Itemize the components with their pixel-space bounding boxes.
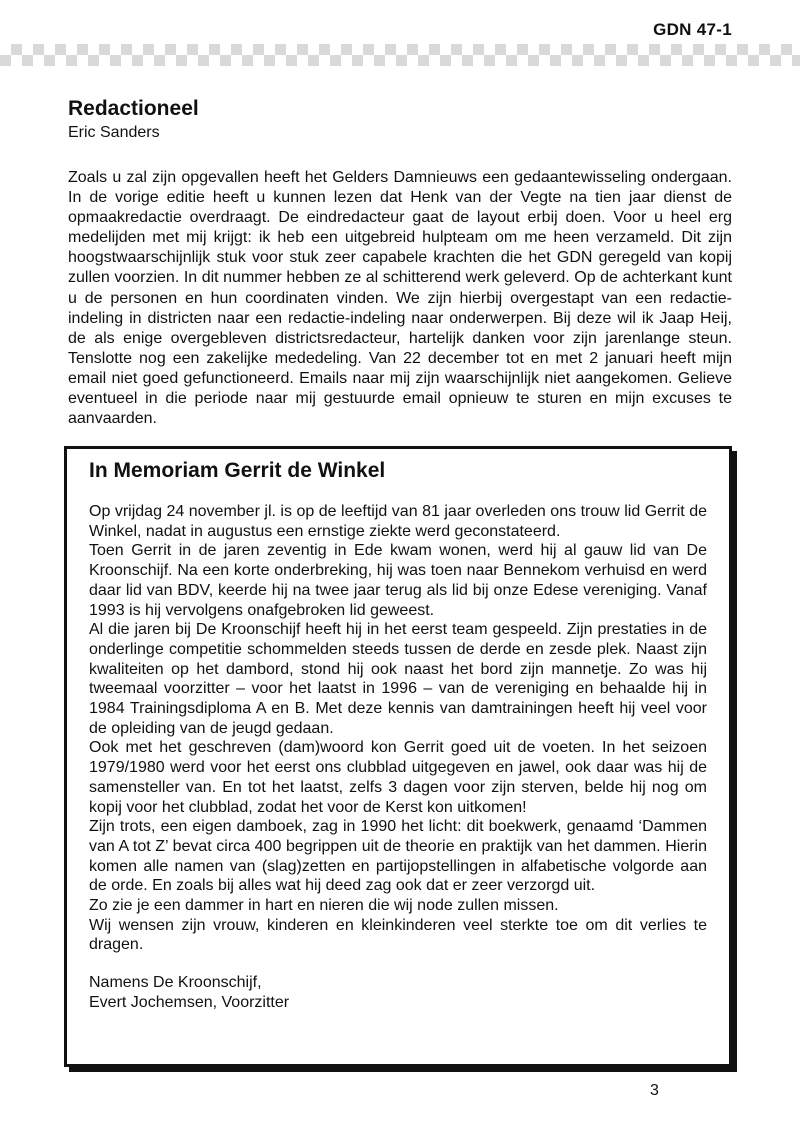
editorial-author: Eric Sanders <box>68 124 160 141</box>
memoriam-paragraph: Zo zie je een dammer in hart en nieren die wij node zullen missen. <box>89 897 559 915</box>
editorial-title: Redactioneel <box>68 97 199 120</box>
signoff-organization: Namens De Kroonschijf, <box>89 974 262 992</box>
memoriam-signoff <box>89 973 707 1013</box>
memoriam-paragraph: Ook met het geschreven (dam)woord kon Gerrit goed uit de voeten. In het seizoen 1979/1980 werd voor het eerst ons clubblad uitgegeven en jawel, ook daar was hij de samensteller van. En tot het laatst, zelfs 3 dagen voor zijn sterven, belde hij nog om kopij voor het clubblad, zodat het voor de Kerst kon uitkomen! <box>89 739 707 816</box>
memoriam-title: In Memoriam Gerrit de Winkel <box>89 459 386 482</box>
signoff-signatory: Evert Jochemsen, Voorzitter <box>89 994 290 1012</box>
editorial-body: Zoals u zal zijn opgevallen heeft het Gelders Damnieuws een gedaantewisseling ondergaan. In de vorige editie heeft u kunnen lezen dat Henk van der Vegte na tien jaar dienst de opmaakredactie overdraagt. De eindredacteur gaat de layout erbij doen. Voor u heel erg medelijden met mij krijgt: ik heb een uitgebreid hulpteam om me heen verzameld. Dit zijn hoogstwaarschijnlijk stuk voor stuk zeer capabele krachten die het GDN geregeld van kopij zullen voorzien. In dit nummer hebben ze al schitterend werk geleverd. Op de achterkant kunt u de personen en hun coordinaten vinden. We zijn hierbij overgestapt van een redactie-indeling in districten naar een redactie-indeling naar onderwerpen. Bij deze wil ik Jaap Heij, de als enige overgebleven districtsredacteur, hartelijk danken voor zijn jarenlange steun. Tenslotte nog een zakelijke mededeling. Van 22 december tot en met 2 januari heeft mijn email niet goed gefunctioneerd. Emails naar mij zijn waarschijnlijk niet aangekomen. Gelieve eventueel in die periode naar mij gestuurde email opnieuw te sturen en mijn excuses te aanvaarden. <box>68 169 732 428</box>
memoriam-paragraph: Zijn trots, een eigen damboek, zag in 1990 het licht: dit boekwerk, genaamd ‘Dammen van A tot Z’ bevat circa 400 begrippen uit de theorie en praktijk van het dammen. Hierin komen alle namen van (slag)zetten en partijopstellingen in alfabetische volgorde aan de orde. En zoals bij alles wat hij deed zag ook dat er zeer verzorgd uit. <box>89 818 707 895</box>
memoriam-paragraph: Toen Gerrit in de jaren zeventig in Ede kwam wonen, werd hij al gauw lid van De Kroonschijf. Na een korte onderbreking, hij was toen naar Bennekom verhuisd en werd daar lid van BDV, keerde hij na twee jaar terug als lid bij onze Edese vereniging. Vanaf 1993 is hij vervolgens onafgebroken lid geweest. <box>89 542 707 619</box>
checkered-banner <box>0 44 800 66</box>
editorial-section <box>68 96 732 429</box>
memoriam-box <box>64 446 732 1067</box>
memoriam-paragraph: Wij wensen zijn vrouw, kinderen en kleinkinderen veel sterkte toe om dit verlies te dragen. <box>89 916 707 954</box>
issue-code: GDN 47-1 <box>653 20 732 39</box>
memoriam-paragraph: Op vrijdag 24 november jl. is op de leeftijd van 81 jaar overleden ons trouw lid Gerrit de Winkel, nadat in augustus een ernstige ziekte werd geconstateerd. <box>89 503 707 540</box>
memoriam-body <box>89 502 707 955</box>
memoriam-paragraph: Al die jaren bij De Kroonschijf heeft hij in het eerst team gespeeld. Zijn prestaties in de onderlinge competitie schommelden steeds tussen de derde en zesde plek. Naast zijn kwaliteiten op het dambord, stond hij ook naast het bord zijn mannetje. Zo was hij tweemaal voorzitter – voor het laatst in 1996 – van de vereniging en behaalde hij in 1984 Trainingsdiploma A en B. Met deze kennis van damtrainingen heeft hij veel voor de opleiding van de jeugd gedaan. <box>89 621 707 737</box>
page-number: 3 <box>650 1082 659 1099</box>
